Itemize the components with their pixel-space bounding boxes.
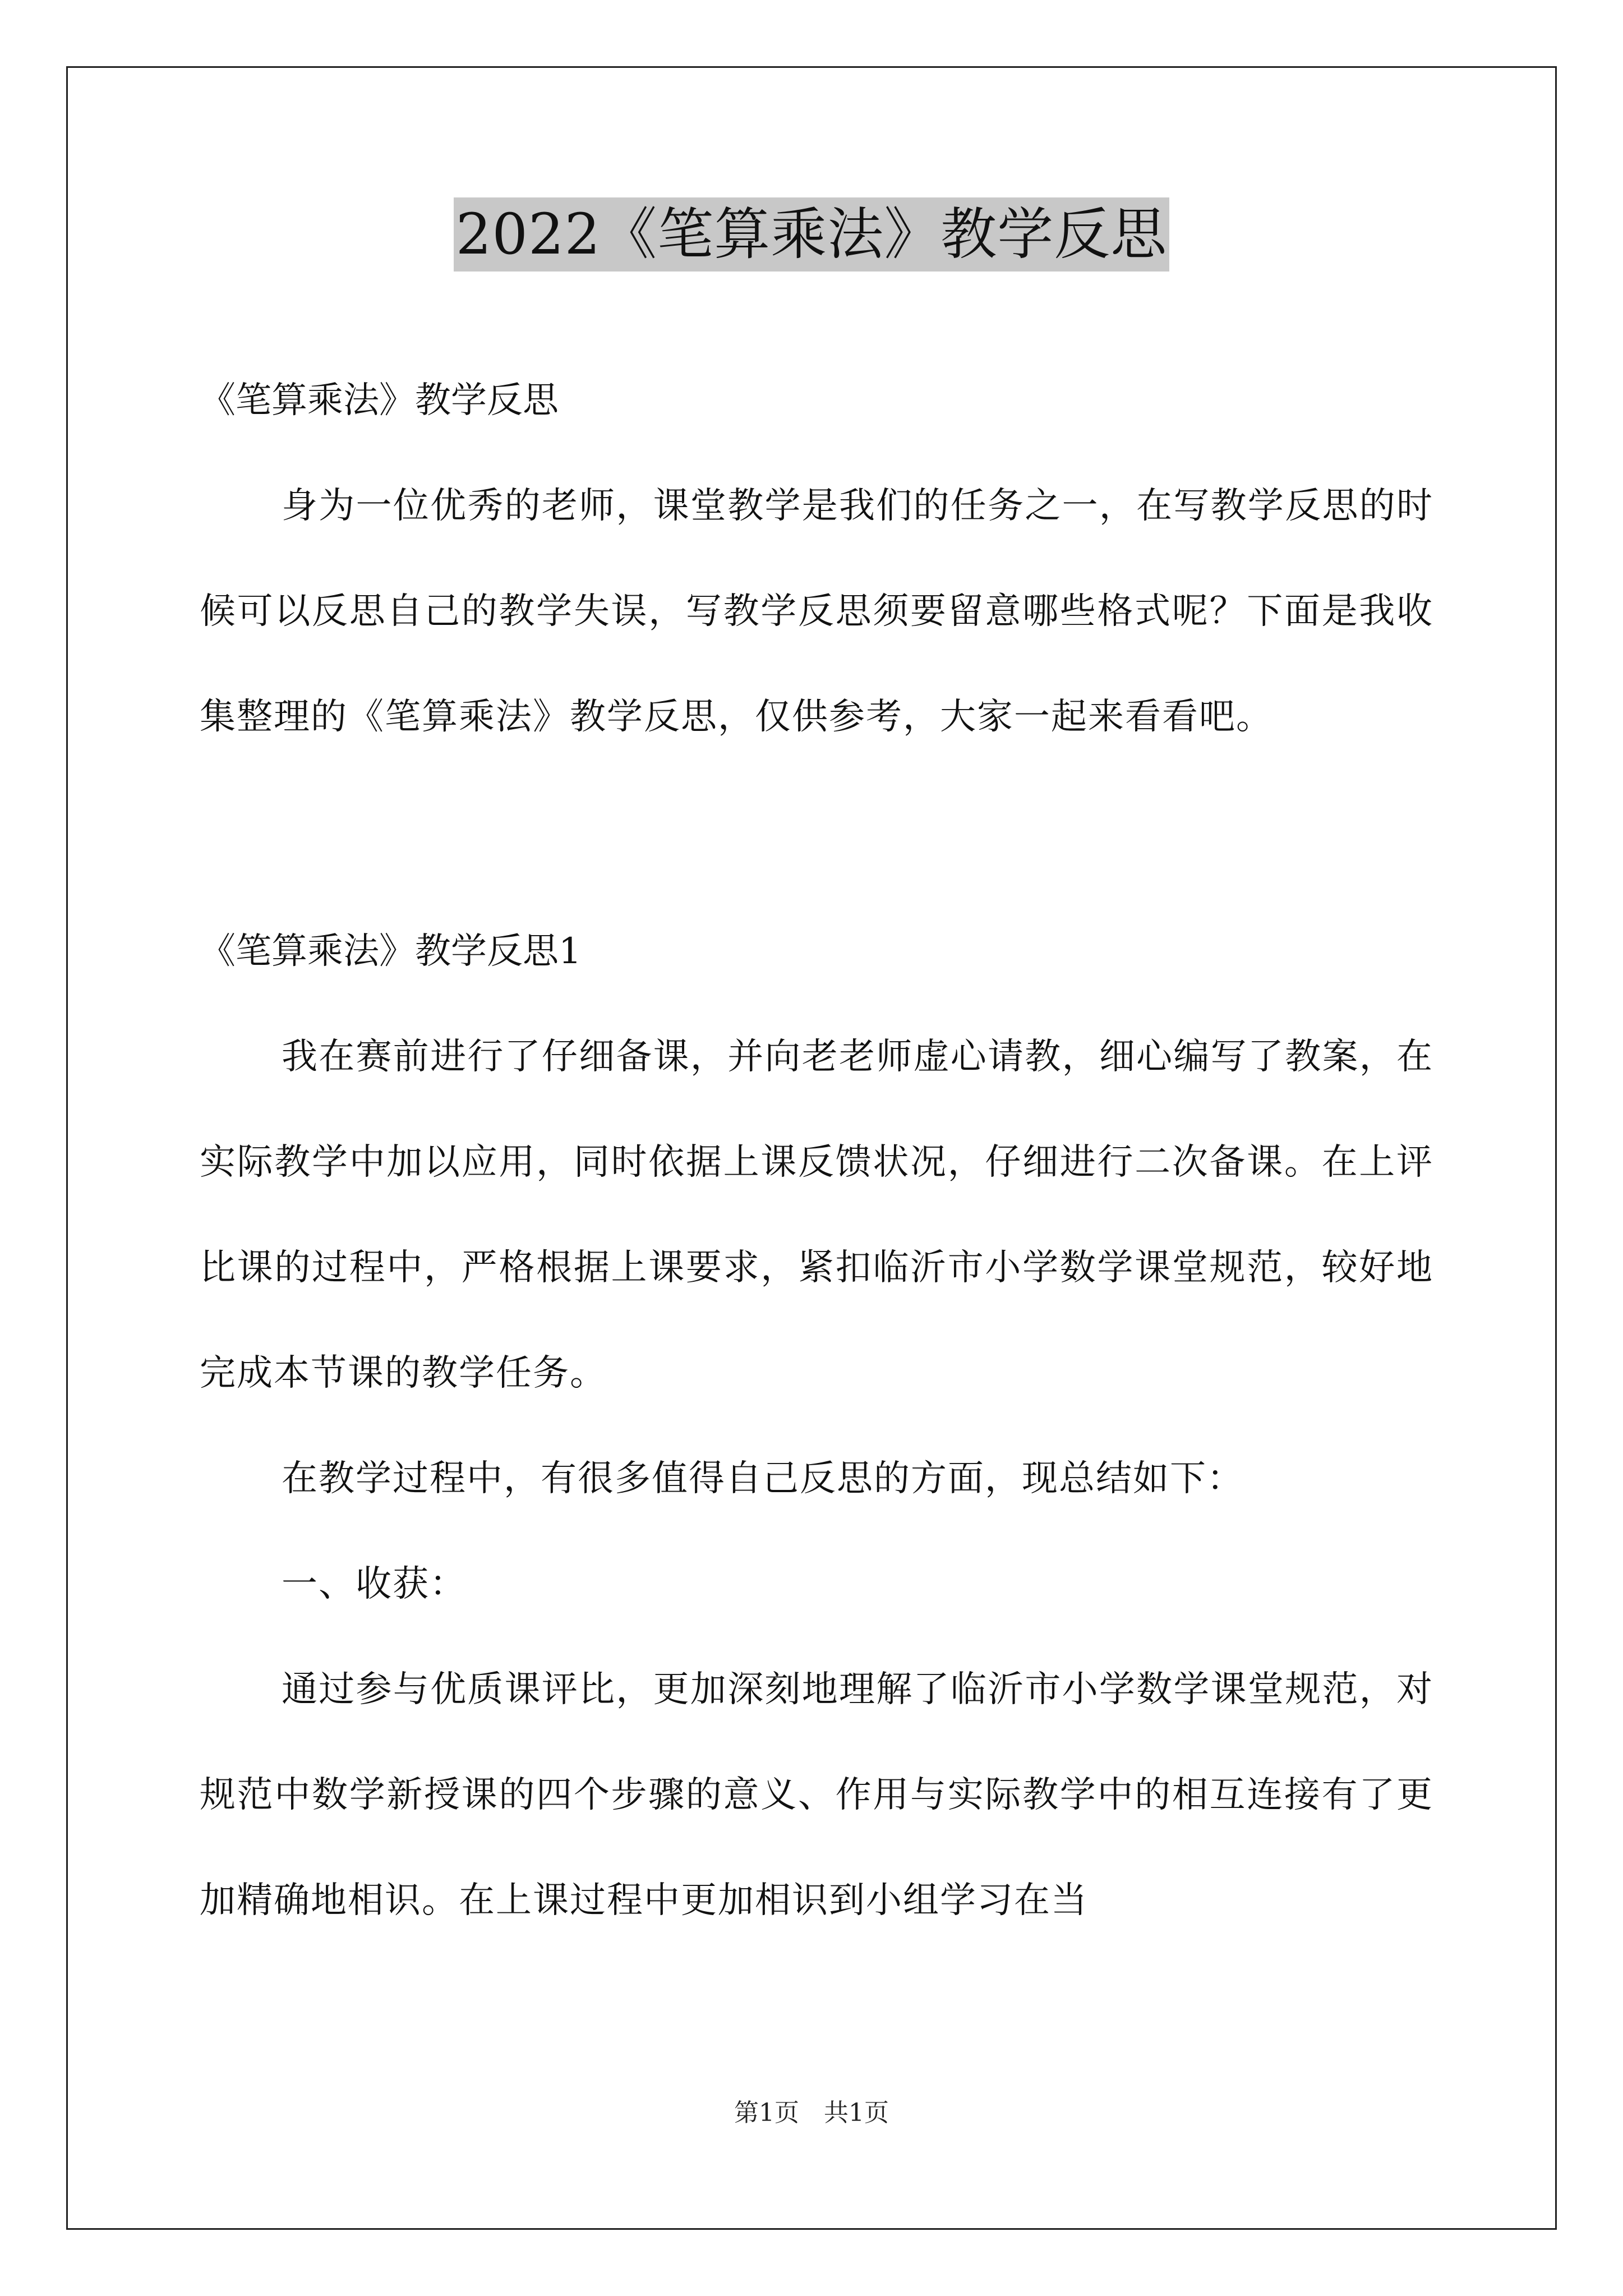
document-body [200,348,1433,1953]
subtitle: 《笔算乘法》教学反思 [200,380,559,421]
body-paragraph: 我在赛前进行了仔细备课，并向老老师虚心请教，细心编写了教案，在实际教学中加以应用，同时依据上课反馈状况，仔细进行二次备课。在上评比课的过程中，严格根据上课要求，紧扣临沂市小学数学课堂规范，较好地完成本节课的教学任务。 [200,1036,1433,1394]
intro-paragraph: 身为一位优秀的老师，课堂教学是我们的任务之一，在写教学反思的时候可以反思自己的教学失误，写教学反思须要留意哪些格式呢？下面是我收集整理的《笔算乘法》教学反思，仅供参考，大家一起来看看吧。 [200,485,1433,738]
body-paragraph: 在教学过程中，有很多值得自己反思的方面，现总结如下： [282,1458,1244,1499]
page-footer: 第1页 共1页 [734,2099,889,2127]
body-paragraph: 通过参与优质课评比，更加深刻地理解了临沂市小学数学课堂规范，对规范中数学新授课的四个步骤的意义、作用与实际教学中的相互连接有了更加精确地相识。在上课过程中更加相识到小组学习在当 [200,1669,1433,1921]
section-heading: 《笔算乘法》教学反思1 [200,931,582,972]
section-spacer [200,770,1433,899]
body-paragraph: 一、收获： [282,1563,467,1605]
title-container [0,197,1623,272]
document-title: 2022《笔算乘法》教学反思 [454,197,1170,272]
